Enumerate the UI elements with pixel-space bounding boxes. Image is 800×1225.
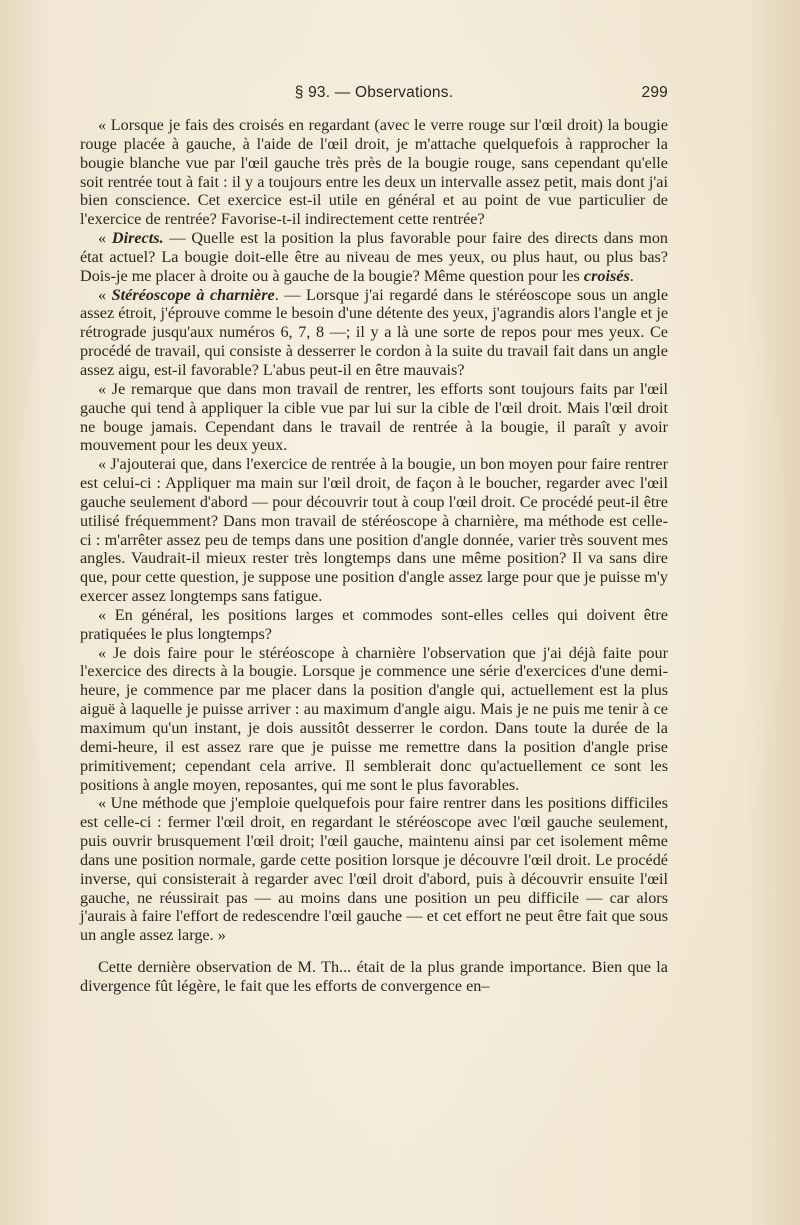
running-title: § 93. — Observations. [294,84,454,101]
body-text [80,116,668,996]
italic-term: Stéréoscope à charnière [111,285,275,304]
text-run: « [98,285,112,304]
text-run: . [629,266,634,285]
paragraph [80,455,668,606]
paragraph [80,958,668,996]
page-number: 299 [641,84,668,101]
page-header [80,84,668,108]
text-run: . — Lorsque j'ai regardé dans le stéréoscope sous un angle assez étroit, j'éprouve comme le besoin d'une détente des yeux, j'agrandis alors l'angle et je rétrograde jusqu'aux numéros 6, 7, 8 —; il y a là une sorte de repos pour mes yeux. Ce procédé de travail, qui consiste à desserrer le cordon à la suite du travail fait dans un angle assez aigu, est-il favorable? L'abus peut-il en être mauvais? [80,285,668,379]
italic-term: croisés [583,266,630,285]
text-run: « J'ajouterai que, dans l'exercice de rentrée à la bougie, un bon moyen pour faire rentrer est celui-ci : Appliquer ma main sur l'œil droit, de façon à le boucher, regarder avec l'œil gauche seulement d'abord — pour découvrir tout à coup l'œil droit. Ce procédé peut-il être utilisé fréquemment? Dans mon travail de stéréoscope à charnière, ma méthode est celle-ci : m'arrêter assez peu de temps dans une position d'angle donnée, varier très souvent mes angles. Vaudrait-il mieux rester très longtemps dans une même position? Il va sans dire que, pour cette question, je suppose une position d'angle assez large pour que je puisse m'y exercer assez longtemps sans fatigue. [80,455,668,606]
text-run: « Je dois faire pour le stéréoscope à charnière l'observation que j'ai déjà faite pour l'exercice des directs à la bougie. Lorsque je commence une série d'exercices d'une demi-heure, je commence par me placer dans la position d'angle qui, actuellement est la plus aiguë à laquelle je puisse arriver : au maximum d'angle aigu. Mais je ne puis me tenir à ce maximum qu'un instant, je dois aussitôt desserrer le cordon. Dans toute la durée de la demi-heure, il est assez rare que je puisse me remettre dans la position d'angle prise primitivement; cependant cela arrive. Il semblerait donc qu'actuellement ce sont les positions à angle moyen, reposantes, qui me sont le plus favorables. [80,643,668,794]
paragraph [80,794,668,945]
paragraph [80,606,668,644]
italic-term: Directs. [111,229,164,248]
text-run: « [98,229,112,248]
text-run: « Lorsque je fais des croisés en regardant (avec le verre rouge sur l'œil droit) la bougie rouge placée à gauche, à l'aide de l'œil droit, je m'attache quelquefois à rapprocher la bougie blanche vue par l'œil gauche très près de la bougie rouge, sans cependant qu'elle soit rentrée tout à fait : il y a toujours entre les deux un intervalle assez petit, mais dont j'ai bien conscience. Cet exercice est-il utile en général et au point de vue particulier de l'exercice de rentrée? Favorise-t-il indirectement cette rentrée? [80,116,668,229]
paragraph [80,229,668,286]
text-run: « Une méthode que j'emploie quelquefois pour faire rentrer dans les positions difficiles est celle-ci : fermer l'œil droit, en regardant le stéréoscope avec l'œil gauche seulement, puis ouvrir brusquement l'œil droit; l'œil gauche, maintenu ainsi par cet isolement même dans une position normale, garde cette position lorsque je découvre l'œil droit. Le procédé inverse, qui consisterait à regarder avec l'œil droit d'abord, puis à découvrir ensuite l'œil gauche, ne réussirait pas — au moins dans une position un peu difficile — car alors j'aurais à faire l'effort de redescendre l'œil gauche — et cet effort ne peut être fait que sous un angle assez large. » [80,794,668,945]
paragraph [80,644,668,795]
text-run: « En général, les positions larges et commodes sont-elles celles qui doivent être pratiquées le plus longtemps? [80,605,668,643]
text-run: — Quelle est la position la plus favorable pour faire des directs dans mon état actuel? La bougie doit-elle être au niveau de mes yeux, ou plus haut, ou plus bas? Dois-je me placer à droite ou à gauche de la bougie? Même question pour les [80,229,669,285]
paragraph [80,116,668,229]
paragraph [80,380,668,455]
text-run: « Je remarque que dans mon travail de rentrer, les efforts sont toujours faits par l'œil gauche qui tend à appliquer la cible vue par lui sur la cible de l'œil droit. Mais l'œil droit ne bouge jamais. Cependant dans le travail de rentrée à la bougie, il paraît y avoir mouvement pour les deux yeux. [80,379,668,455]
text-run: Cette dernière observation de M. Th... était de la plus grande importance. Bien que la divergence fût légère, le fait que les efforts de convergence en– [80,958,668,995]
paragraph [80,286,668,380]
